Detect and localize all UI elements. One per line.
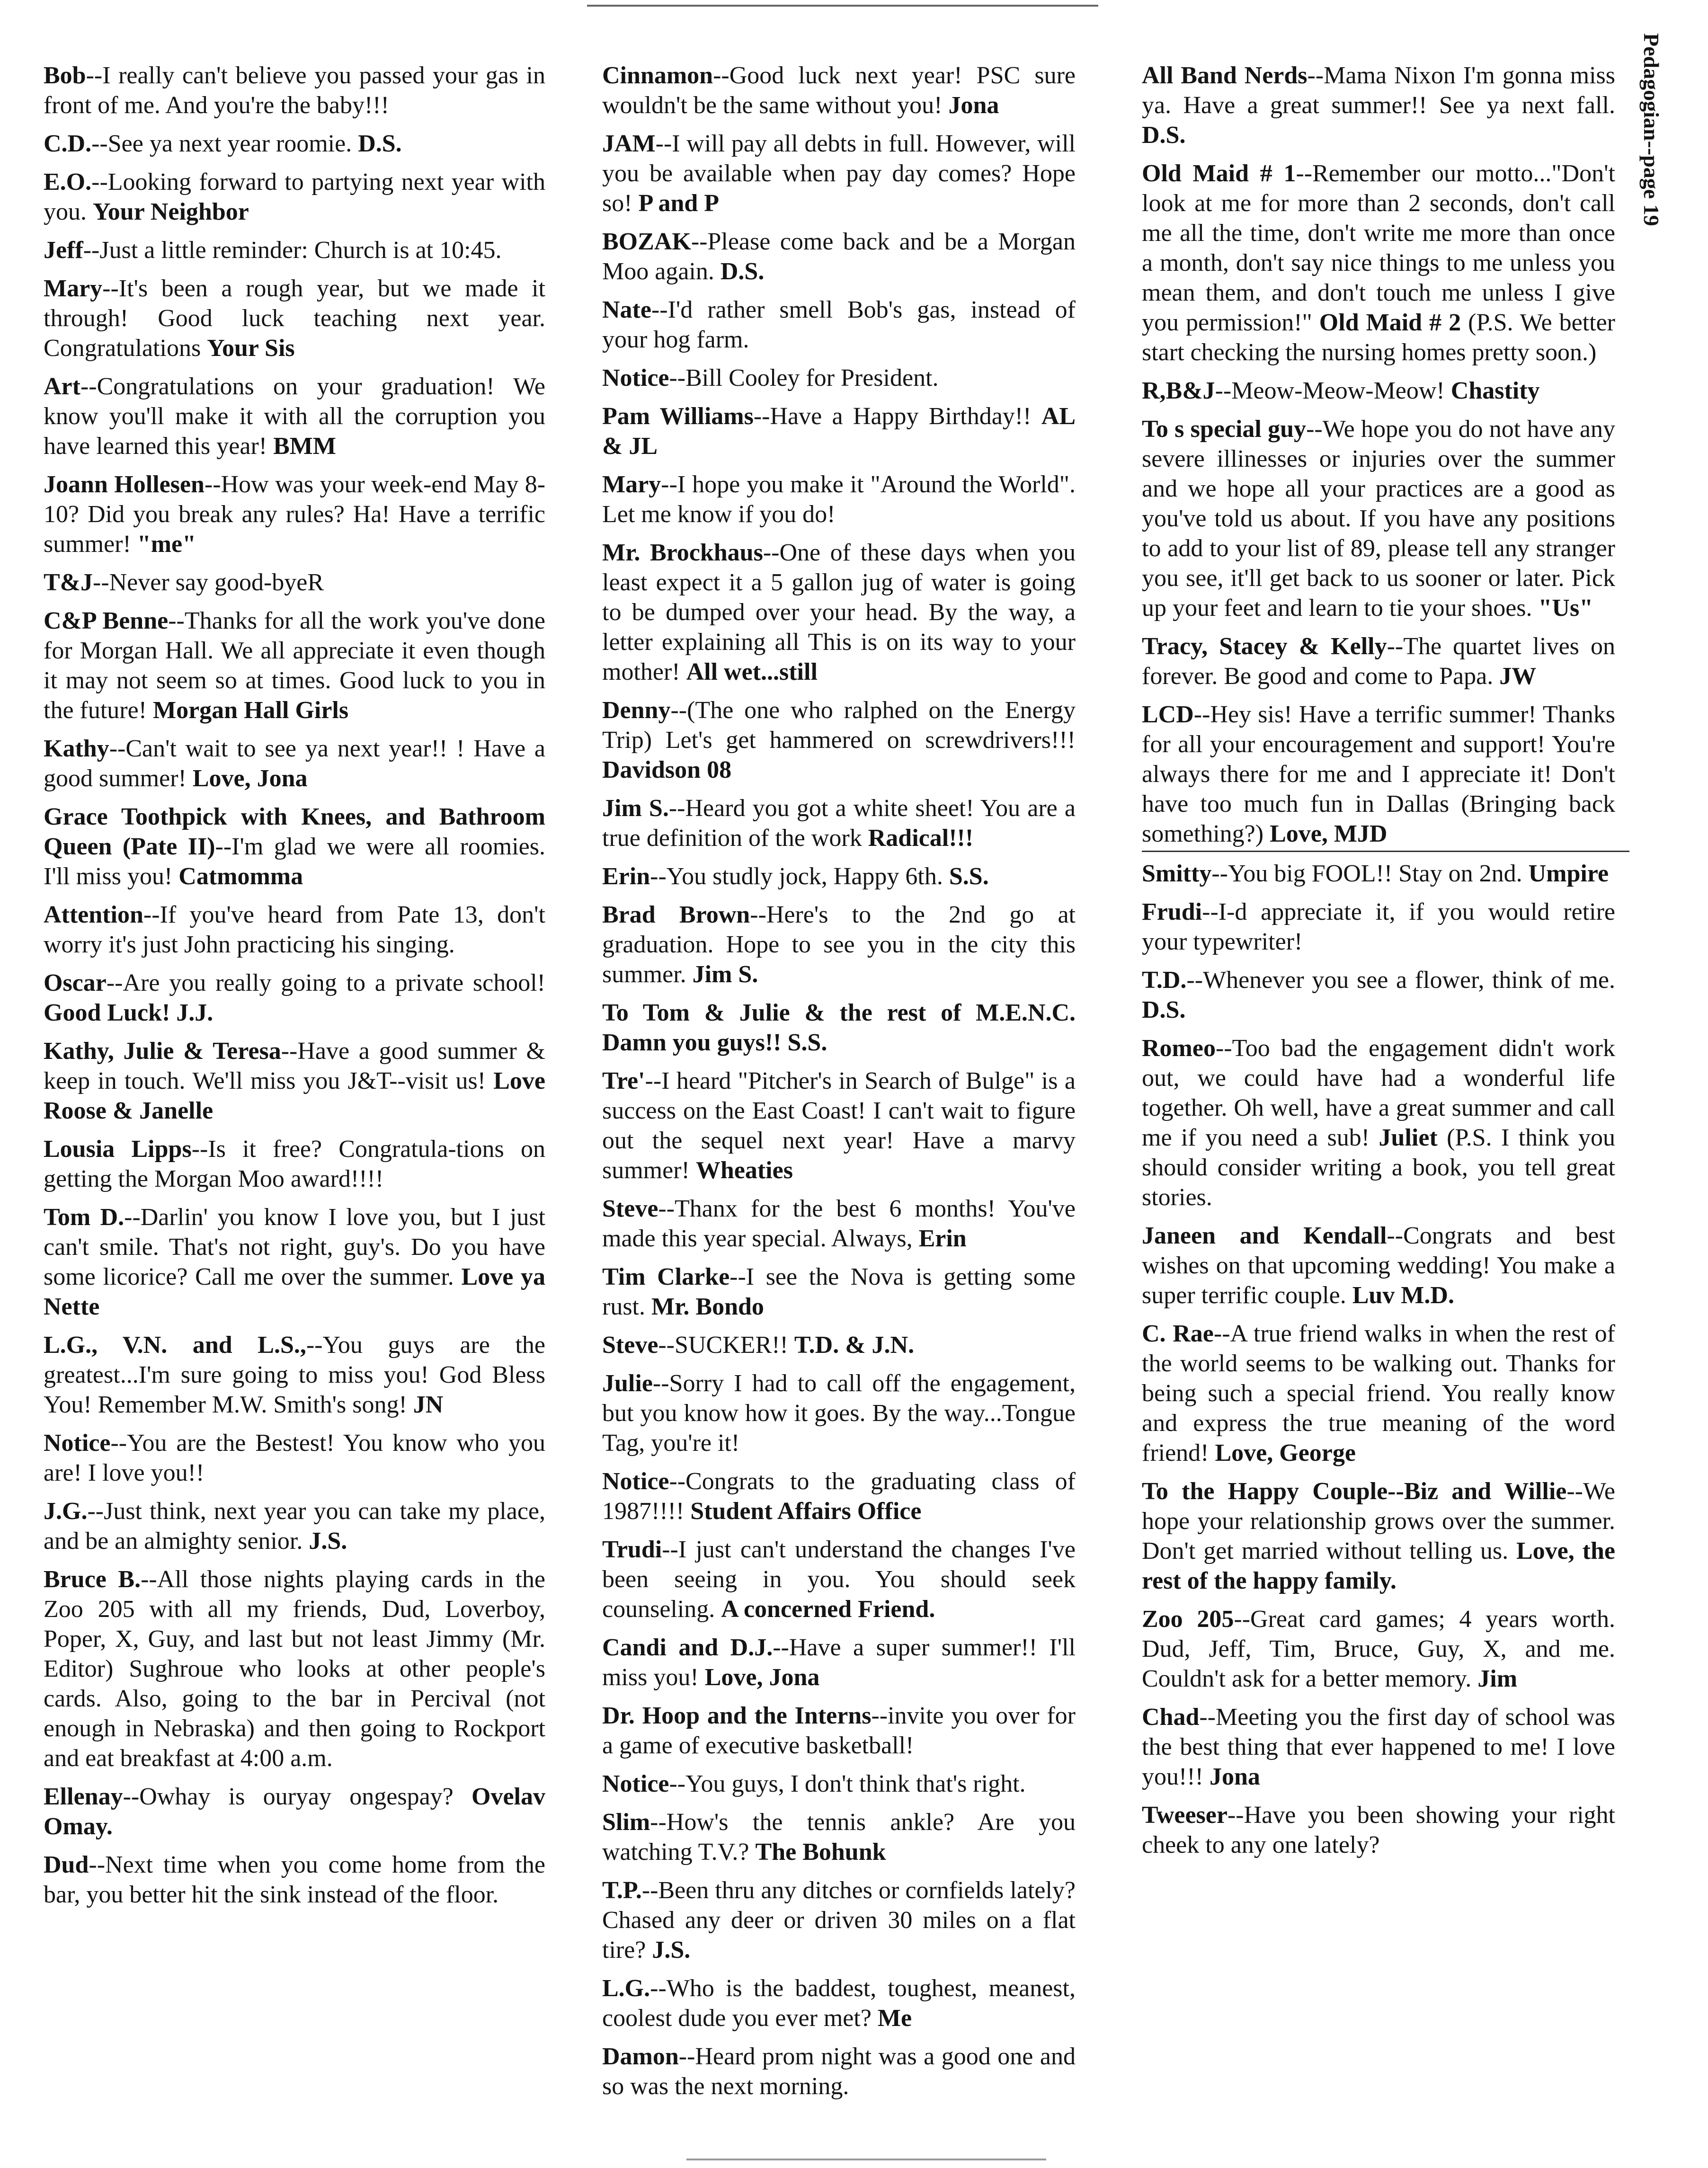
ad-entry [602,1633,1076,1692]
ad-entry [602,1701,1076,1760]
ad-entry [1142,1319,1615,1468]
ad-text: --Heard you got a white sheet! You are a true definition of the work [602,795,1076,852]
ad-text: --You guys are the greatest...I'm sure going to miss you! God Bless You! Remember M.W. Smith's song! [44,1332,545,1418]
ad-name: Mary [602,471,661,498]
ad-signature: Chastity [1450,377,1540,404]
ad-text: --Please come back and be a Morgan Moo again. [602,228,1076,285]
ad-signature: BMM [273,433,336,460]
ad-text: --Have a Happy Birthday!! [753,403,1041,430]
ad-signature: Student Affairs Office [690,1498,922,1525]
ad-name: Old Maid # 1 [1142,160,1296,187]
ad-signature: Jona [1209,1763,1260,1790]
ad-name: Damon [602,2043,679,2070]
ad-signature: T.D. & J.N. [794,1332,915,1359]
ad-text: --Hey sis! Have a terrific summer! Thanks for all your encouragement and support! You're always there for me and I appreciate it! Don't have too much fun in Dallas (Bringing back something?) [1142,701,1615,847]
ad-text: --Congrats to the graduating class of 1987!!!! [602,1468,1076,1525]
ad-name: To Tom & Julie & the rest of M.E.N.C. [602,999,1076,1026]
ad-entry [602,1807,1076,1867]
ad-text: --How was your week-end May 8-10? Did you break any rules? Ha! Have a terrific summer! [44,471,546,558]
ad-text: --Just a little reminder: Church is at 10:45. [83,237,502,264]
ad-entry [44,1782,545,1841]
ad-text2: (P.S. We better start checking the nursing homes pretty soon.) [1142,309,1615,366]
ad-signature: "me" [137,531,196,558]
ad-entry [602,1769,1076,1799]
ad-entry [1142,859,1615,889]
ad-entry [44,968,545,1028]
ad-text: --Who is the baddest, toughest, meanest, coolest dude you ever met? [602,1975,1076,2032]
ad-name: Attention [44,901,143,928]
ad-name: Bruce B. [44,1566,141,1593]
ad-text: --Thanks for all the work you've done for Morgan Hall. We all appreciate it even though it may not seem so at times. Good luck to you in the future! [44,607,546,724]
ad-name: Steve [602,1332,658,1359]
ad-entry [44,1036,545,1126]
ad-signature: Ovelav Omay. [44,1783,545,1840]
ad-name: Bob [44,62,86,89]
ad-name: Jeff [44,237,83,264]
ad-text: --Have a super summer!! I'll miss you! [602,1634,1076,1691]
ad-text: --Good luck next year! PSC sure wouldn't be the same without you! [602,62,1076,119]
ad-signature: Love Roose & Janelle [44,1067,545,1124]
ad-name: BOZAK [602,228,691,255]
ad-signature: Me [877,2005,912,2032]
ad-text: --All those nights playing cards in the Zoo 205 with all my friends, Dud, Loverboy, Poper, X, Guy, and last but not least Jimmy (Mr. Editor) Sughroue who looks at other people's cards. Also, going to the bar in Percival (not enough in Nebraska) and then going to Rockport and eat breakfast at 4:00 a.m. [44,1566,545,1772]
ad-text: --Never say good-byeR [93,569,324,596]
ad-text: --Meeting you the first day of school was the best thing that ever happened to me! I love you!!! [1142,1704,1615,1790]
ad-name: Nate [602,296,651,323]
ad-entry [602,129,1076,218]
ad-entry [602,401,1076,461]
ad-text: --Thanx for the best 6 months! You've made this year special. Always, [602,1195,1076,1252]
ad-name: Steve [602,1195,658,1222]
ad-entry [602,1466,1076,1526]
ad-name: Candi and D.J. [602,1634,773,1661]
ad-entry [602,862,1076,891]
ad-text: --Bill Cooley for President. [669,364,939,391]
ad-entry [602,793,1076,853]
ad-name: T.P. [602,1877,642,1904]
ad-name: Oscar [44,969,107,996]
ad-text: --Can't wait to see ya next year!! ! Have a good summer! [44,735,545,792]
ad-entry [602,1973,1076,2033]
ad-signature: Catmomma [178,863,303,890]
ad-name: Notice [44,1430,111,1457]
ad-name: Mr. Brockhaus [602,539,763,566]
ad-name: Kathy, Julie & Teresa [44,1038,281,1065]
ad-entry [44,1496,545,1556]
ad-name: All Band Nerds [1142,62,1308,89]
ad-text: --I heard "Pitcher's in Search of Bulge" is a success on the East Coast! I can't wait to figure out the sequel next year! Have a marvy summer! [602,1067,1076,1184]
ad-name: Denny [602,697,671,724]
ad-name: Notice [602,364,669,391]
page-folio: Pedagogian--page 19 [1639,33,1664,226]
ad-entry [602,1368,1076,1458]
ad-text: --We hope you do not have any severe illinesses or injuries over the summer and we hope all your practices are a good as you've told us about. If you have any positions to add to your list of 89, please tell any stranger you see, it'll get back to us sooner or later. Pick up your feet and learn to tie your shoes. [1142,416,1616,622]
ad-entry [44,372,545,461]
column-3 [1142,61,1615,1868]
ad-name: Brad Brown [602,901,750,928]
ad-entry [602,1875,1076,1965]
ad-name: Tracy, Stacey & Kelly [1142,633,1387,660]
ad-text: --Congrats and best wishes on that upcoming wedding! You make a super terrific couple. [1142,1222,1615,1309]
ad-text: --(The one who ralphed on the Energy Trip) Let's get hammered on screwdrivers!!! [602,697,1076,754]
ad-entry [1142,897,1615,957]
ad-signature: The Bohunk [755,1839,886,1866]
ad-entry [44,606,545,725]
ad-signature: D.S. [720,258,765,285]
ad-name: Erin [602,863,650,890]
ad-name: L.G. [602,1975,650,2002]
ad-name: Jim S. [602,795,669,822]
ad-text: --Just think, next year you can take my place, and be an almighty senior. [44,1498,545,1555]
ad-signature: JW [1499,663,1537,690]
ad-entry [44,1850,545,1910]
ad-entry [1142,61,1615,150]
ad-name: Romeo [1142,1035,1216,1062]
ad-name: Ellenay [44,1783,123,1810]
ad-name: Tim Clarke [602,1263,730,1290]
ad-text: --Great card games; 4 years worth. Dud, Jeff, Tim, Bruce, Guy, X, and me. Couldn't ask for a better memory. [1142,1606,1615,1692]
ad-name: C. Rae [1142,1320,1214,1347]
ad-entry [602,1262,1076,1322]
ad-entry [1142,1221,1615,1310]
ad-entry [44,470,545,559]
ad-entry [1142,1033,1615,1212]
ad-text: --How's the tennis ankle? Are you watching T.V.? [602,1809,1076,1866]
ad-signature: Your Neighbor [93,198,249,225]
ad-signature: AL & JL [602,403,1076,460]
ad-signature: Love, Jona [192,765,308,792]
ad-name: Pam Williams [602,403,754,430]
ad-name: Grace Toothpick with Knees, and Bathroom Queen (Pate II) [44,803,545,860]
ad-signature: All wet...still [686,658,818,685]
ad-text: --See ya next year roomie. [91,130,358,157]
ad-name: T&J [44,569,93,596]
ad-name: Mary [44,275,103,302]
ad-name: Trudi [602,1536,662,1563]
ad-signature: S.S. [949,863,989,890]
ad-entry [602,695,1076,785]
ad-entry [44,167,545,227]
ad-signature: Damn you guys!! S.S. [602,1029,827,1056]
ad-name: Chad [1142,1704,1200,1731]
ad-entry [602,1194,1076,1253]
ad-entry [602,295,1076,355]
ad-text: --I'm glad we were all roomies. I'll miss you! [44,833,545,890]
ad-signature: Umpire [1528,860,1609,887]
ad-signature: Love, George [1215,1439,1356,1466]
ad-text: --I-d appreciate it, if you would retire your typewriter! [1142,898,1615,955]
ad-signature: Davidson 08 [602,756,732,783]
ad-signature: Radical!!! [868,825,974,852]
ad-text: --Have you been showing your right cheek to any one lately? [1142,1802,1615,1858]
ad-text: --You are the Bestest! You know who you are! I love you!! [44,1430,545,1486]
ad-entry [1142,1800,1615,1860]
ad-text: --You studly jock, Happy 6th. [650,863,949,890]
ad-text: --SUCKER!! [658,1332,794,1359]
ad-name: J.G. [44,1498,88,1525]
ad-entry [602,470,1076,529]
ad-entry [1142,965,1615,1025]
ad-entry [44,1564,545,1773]
ad-signature: JN [413,1391,444,1418]
ad-name: Tom D. [44,1204,125,1231]
ad-entry [1142,159,1615,367]
ad-signature: "Us" [1538,595,1593,622]
ad-signature: Wheaties [695,1157,793,1184]
ad-entry [602,538,1076,687]
ad-entry [44,1330,545,1420]
ad-entry [602,1330,1076,1360]
ad-text: --Next time when you come home from the bar, you better hit the sink instead of the floor. [44,1851,545,1908]
top-rule [587,5,1098,7]
ad-entry [44,568,545,597]
ad-signature: Mr. Bondo [651,1293,764,1320]
ad-text: --Darlin' you know I love you, but I just can't smile. That's not right, guy's. Do you have some licorice? Call me over the summer. [44,1204,545,1290]
ad-signature: Good Luck! J.J. [44,999,214,1026]
ad-name: Julie [602,1370,653,1397]
ad-name: Janeen and Kendall [1142,1222,1387,1249]
ad-entry [44,235,545,265]
ad-text: --Meow-Meow-Meow! [1215,377,1451,404]
ad-text: --You guys, I don't think that's right. [669,1770,1026,1797]
ad-signature: P and P [638,190,720,217]
ad-signature: Love, Jona [704,1664,820,1691]
ad-signature: D.S. [358,130,402,157]
ad-entry [1142,1702,1615,1792]
ad-name: L.G., V.N. and L.S., [44,1332,306,1359]
ad-text: --I just can't understand the changes I've been seeing in you. You should seek counseling. [602,1536,1076,1623]
ad-signature: Jona [948,92,999,119]
ad-signature: Love, MJD [1270,820,1388,847]
ad-entry [602,1535,1076,1624]
ad-signature: Love ya Nette [44,1263,545,1320]
ad-text: --We hope your relationship grows over the summer. Don't get married without telling us. [1142,1478,1615,1564]
ad-text: --I hope you make it "Around the World". Let me know if you do! [602,471,1076,528]
ad-entry [1142,376,1615,406]
ad-text: --Too bad the engagement didn't work out, we could have had a wonderful life together. Oh well, have a great summer and call me if you need a sub! [1142,1035,1615,1151]
ad-entry [602,363,1076,393]
ad-name: LCD [1142,701,1194,728]
ad-entry [44,61,545,120]
bottom-rule [686,2159,1046,2160]
ad-text: --invite you over for a game of executive basketball! [602,1702,1076,1759]
ad-signature: Jim [1477,1665,1518,1692]
ad-signature: D.S. [1142,996,1186,1023]
ad-entry [1142,1604,1615,1694]
ad-name: C&P Benne [44,607,169,634]
ad-name: C.D. [44,130,92,157]
ad-text: --One of these days when you least expect it a 5 gallon jug of water is going to be dumped over your head. By the way, a letter explaining all This is on its way to your mother! [602,539,1076,685]
ad-name: R,B&J [1142,377,1215,404]
ad-text: --The quartet lives on forever. Be good and come to Papa. [1142,633,1615,690]
ad-signature: J.S. [309,1528,347,1555]
ad-entry [602,900,1076,989]
column-2 [602,61,1076,2110]
ad-name: Tre' [602,1067,645,1094]
ad-entry [1142,700,1615,849]
ad-entry [44,129,545,159]
ad-name: Dud [44,1851,89,1878]
ad-text: --Whenever you see a flower, think of me. [1186,967,1615,994]
ad-name: Dr. Hoop and the Interns [602,1702,872,1729]
ad-entry [44,734,545,793]
ad-text: --Are you really going to a private school! [106,969,545,996]
ad-name: Kathy [44,735,109,762]
ad-text: --I'd rather smell Bob's gas, instead of your hog farm. [602,296,1076,353]
ad-signature: Morgan Hall Girls [153,697,349,724]
ad-text: --Sorry I had to call off the engagement, but you know how it goes. By the way...Tongue Tag, you're it! [602,1370,1076,1457]
ad-text: --Is it free? Congratula-tions on getting the Morgan Moo award!!!! [44,1136,545,1192]
ad-name: Cinnamon [602,62,713,89]
ad-signature: Luv M.D. [1352,1282,1454,1309]
ad-text: --Mama Nixon I'm gonna miss ya. Have a great summer!! See ya next fall. [1142,62,1615,119]
ad-name: Frudi [1142,898,1202,925]
ad-text: --Looking forward to partying next year with you. [44,169,545,225]
ad-signature: J.S. [652,1937,691,1964]
ad-name: Smitty [1142,860,1212,887]
ad-name: To the Happy Couple--Biz and Willie [1142,1478,1567,1505]
ad-name: Slim [602,1809,650,1836]
ad-signature: Your Sis [207,335,295,362]
ad-text: --Here's to the 2nd go at graduation. Hope to see you in the city this summer. [602,901,1076,988]
ad-text: --Remember our motto..."Don't look at me for more than 2 seconds, don't call me all the time, don't write me more than once a month, don't say nice things to me unless you mean them, and don't touch me unless I give you permission!" [1142,160,1615,336]
ad-entry [44,274,545,363]
ad-name: Tweeser [1142,1802,1228,1829]
ad-signature: A concerned Friend. [721,1596,935,1623]
ad-text: --Congratulations on your graduation! We know you'll make it with all the corruption you have learned this year! [44,373,545,460]
ad-text: --It's been a rough year, but we made it through! Good luck teaching next year. Congratulations [44,275,545,362]
ad-entry [1142,414,1615,623]
ad-signature: Jim S. [692,961,758,988]
ad-entry [44,900,545,960]
ad-signature: Juliet [1379,1124,1438,1151]
ad-text: --I will pay all debts in full. However, will you be available when pay day comes? Hope so! [602,130,1076,217]
ad-text: --You big FOOL!! Stay on 2nd. [1211,860,1529,887]
ad-name: E.O. [44,169,92,195]
ad-name: T.D. [1142,967,1187,994]
ad-text: --I really can't believe you passed your gas in front of me. And you're the baby!!! [44,62,545,119]
ad-signature: D.S. [1142,122,1186,149]
ad-text: --Have a good summer & keep in touch. We'll miss you J&T--visit us! [44,1038,545,1094]
ad-signature: Love, the rest of the happy family. [1142,1537,1615,1594]
ad-entry [602,998,1076,1057]
ad-entry [602,1066,1076,1185]
ad-text: --If you've heard from Pate 13, don't worry it's just John practicing his singing. [44,901,545,958]
ad-entry [1142,631,1615,691]
ad-name: Zoo 205 [1142,1606,1234,1633]
ad-entry [602,2042,1076,2101]
divider-rule [1142,851,1629,852]
ad-name: To s special guy [1142,416,1307,443]
ad-signature: Old Maid # 2 [1319,309,1461,336]
ad-entry [44,1202,545,1322]
ad-text: --Owhay is ouryay ongespay? [123,1783,472,1810]
ad-name: Lousia Lipps [44,1136,192,1163]
ad-name: Notice [602,1468,669,1495]
ad-signature: Erin [918,1225,967,1252]
ad-entry [602,61,1076,120]
ad-text: --A true friend walks in when the rest of the world seems to be walking out. Thanks for being such a special friend. You really know and express the true meaning of the word friend! [1142,1320,1616,1466]
ad-entry [602,227,1076,286]
ad-name: JAM [602,130,656,157]
ad-name: Art [44,373,80,400]
ad-entry [44,1428,545,1488]
ad-text: --Been thru any ditches or cornfields lately? Chased any deer or driven 30 miles on a flat tire? [602,1877,1076,1964]
ad-name: Joann Hollesen [44,471,205,498]
ad-entry [1142,1476,1615,1596]
ad-entry [44,1134,545,1194]
ad-text: --Heard prom night was a good one and so was the next morning. [602,2043,1076,2100]
ad-text2: (P.S. I think you should consider writing a book, you tell great stories. [1142,1124,1615,1211]
ad-text: --I see the Nova is getting some rust. [602,1263,1076,1320]
ad-entry [44,802,545,891]
column-1 [44,61,545,1918]
ad-name: Notice [602,1770,669,1797]
